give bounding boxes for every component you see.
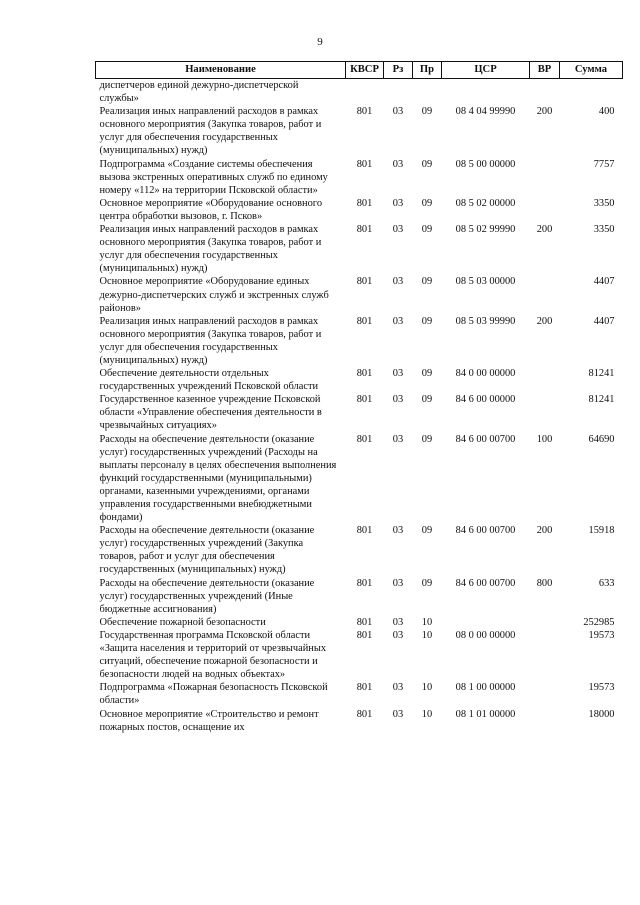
cell-kvsr: 801 [356, 224, 373, 236]
header-row [96, 62, 623, 79]
cell-rz: 03 [392, 577, 404, 589]
cell-name: Реализация иных направлений расходов в рамках основного мероприятия (Закупка товаров, работ и услуг для обеспечения государственных (муниципальных) нужд) [99, 224, 322, 275]
header-rz: Рз [384, 62, 413, 79]
cell-pr: 10 [421, 629, 433, 641]
cell-rz: 03 [392, 525, 404, 537]
cell-kvsr: 801 [356, 616, 373, 628]
table-row [96, 524, 623, 576]
cell-name: Государственная программа Псковской области «Защита населения и территорий от чрезвычайных ситуаций, обеспечение пожарной безопасности и безопасности людей на водных объектах» [99, 629, 327, 681]
header-vr: ВР [530, 62, 560, 79]
cell-pr: 09 [421, 315, 433, 327]
cell-sum: 4407 [593, 315, 615, 327]
cell-pr: 09 [421, 224, 433, 236]
cell-name: Основное мероприятие «Оборудование единых дежурно-диспетчерских служб и экстренных служб районов» [99, 276, 329, 314]
cell-kvsr: 801 [356, 158, 373, 170]
cell-kvsr: 801 [356, 197, 373, 209]
cell-vr: 200 [536, 224, 553, 236]
cell-vr [530, 629, 560, 681]
cell-csr: 84 6 00 00700 [455, 525, 516, 537]
cell-kvsr [346, 79, 384, 106]
cell-rz: 03 [392, 682, 404, 694]
table-row [96, 616, 623, 629]
cell-pr: 09 [421, 433, 433, 445]
table-row [96, 577, 623, 616]
cell-sum: 19573 [588, 682, 615, 694]
table-row [96, 681, 623, 707]
cell-pr [413, 79, 442, 106]
cell-sum: 7757 [593, 158, 615, 170]
cell-sum: 81241 [588, 394, 615, 406]
cell-rz: 03 [392, 106, 404, 118]
table-row [96, 393, 623, 432]
table-row [96, 105, 623, 157]
cell-rz: 03 [392, 315, 404, 327]
cell-kvsr: 801 [356, 394, 373, 406]
cell-pr: 09 [421, 276, 433, 288]
cell-vr: 200 [536, 106, 553, 118]
cell-pr: 09 [421, 158, 433, 170]
cell-name: Основное мероприятие «Оборудование основного центра обработки вызовов, г. Псков» [99, 197, 323, 222]
cell-kvsr: 801 [356, 315, 373, 327]
cell-pr: 10 [421, 616, 433, 628]
cell-rz: 03 [392, 224, 404, 236]
page-number: 9 [317, 36, 323, 48]
cell-vr [530, 616, 560, 629]
cell-kvsr: 801 [356, 682, 373, 694]
cell-pr: 10 [421, 708, 433, 720]
cell-vr [530, 708, 560, 734]
cell-rz: 03 [392, 708, 404, 720]
cell-sum: 15918 [588, 525, 615, 537]
cell-sum: 4407 [593, 276, 615, 288]
cell-vr [530, 367, 560, 393]
budget-table [95, 61, 623, 734]
table-row [96, 79, 623, 106]
cell-rz: 03 [392, 197, 404, 209]
cell-vr: 200 [536, 315, 553, 327]
cell-kvsr: 801 [356, 708, 373, 720]
cell-pr: 09 [421, 577, 433, 589]
cell-vr: 100 [536, 433, 553, 445]
cell-vr [530, 158, 560, 197]
cell-pr: 09 [421, 368, 433, 380]
cell-csr: 84 6 00 00700 [455, 577, 516, 589]
cell-csr: 84 6 00 00000 [455, 394, 516, 406]
cell-csr [442, 616, 530, 629]
cell-sum: 81241 [588, 368, 615, 380]
cell-sum: 252985 [583, 616, 615, 628]
cell-name: диспетчеров единой дежурно-диспетчерской службы» [99, 80, 299, 105]
cell-sum: 3350 [593, 224, 615, 236]
cell-name: Реализация иных направлений расходов в рамках основного мероприятия (Закупка товаров, работ и услуг для обеспечения государственных (муниципальных) нужд) [99, 106, 322, 157]
cell-vr: 800 [536, 577, 553, 589]
cell-name: Основное мероприятие «Строительство и ремонт пожарных постов, оснащение их [99, 708, 319, 733]
cell-sum: 18000 [588, 708, 615, 720]
cell-vr [530, 79, 560, 106]
cell-vr [530, 197, 560, 223]
cell-pr: 09 [421, 106, 433, 118]
cell-csr: 84 6 00 00700 [455, 433, 516, 445]
cell-csr: 08 5 03 99990 [455, 315, 516, 327]
cell-sum: 19573 [588, 629, 615, 641]
cell-name: Подпрограмма «Пожарная безопасность Псковской области» [99, 682, 328, 707]
cell-csr: 08 1 01 00000 [455, 708, 516, 720]
cell-rz: 03 [392, 629, 404, 641]
cell-name: Государственное казенное учреждение Псковской области «Управление обеспечения деятельности в чрезвычайных ситуациях» [99, 394, 322, 432]
cell-csr [442, 79, 530, 106]
cell-csr: 08 4 04 99990 [455, 106, 516, 118]
cell-csr: 08 5 00 00000 [455, 158, 516, 170]
cell-kvsr: 801 [356, 629, 373, 641]
cell-rz: 03 [392, 433, 404, 445]
table-row [96, 367, 623, 393]
cell-pr: 09 [421, 525, 433, 537]
cell-sum: 400 [598, 106, 615, 118]
cell-vr [530, 681, 560, 707]
cell-kvsr: 801 [356, 106, 373, 118]
cell-csr: 08 5 02 99990 [455, 224, 516, 236]
header-pr: Пр [413, 62, 442, 79]
cell-vr: 200 [536, 525, 553, 537]
cell-name: Обеспечение пожарной безопасности [99, 616, 266, 628]
table-row [96, 197, 623, 223]
cell-csr: 08 1 00 00000 [455, 682, 516, 694]
header-sum: Сумма [560, 62, 623, 79]
cell-name: Подпрограмма «Создание системы обеспечения вызова экстренных оперативных служб по единому номеру «112» на территории Псковской области» [99, 158, 328, 196]
table-row [96, 158, 623, 197]
cell-pr: 09 [421, 197, 433, 209]
cell-kvsr: 801 [356, 577, 373, 589]
cell-csr: 08 0 00 00000 [455, 629, 516, 641]
table-row [96, 275, 623, 314]
cell-kvsr: 801 [356, 276, 373, 288]
cell-name: Расходы на обеспечение деятельности (оказание услуг) государственных учреждений (Иные бюджетные ассигнования) [99, 577, 315, 615]
table-row [96, 433, 623, 525]
header-kvsr: КВСР [346, 62, 384, 79]
cell-sum [560, 79, 623, 106]
cell-rz: 03 [392, 158, 404, 170]
cell-csr: 84 0 00 00000 [455, 368, 516, 380]
table-row [96, 629, 623, 681]
table-row [96, 708, 623, 734]
cell-kvsr: 801 [356, 525, 373, 537]
cell-vr [530, 275, 560, 314]
cell-kvsr: 801 [356, 433, 373, 445]
table-row [96, 315, 623, 367]
cell-name: Реализация иных направлений расходов в рамках основного мероприятия (Закупка товаров, работ и услуг для обеспечения государственных (муниципальных) нужд) [99, 315, 322, 366]
cell-sum: 64690 [588, 433, 615, 445]
cell-vr [530, 393, 560, 432]
header-csr: ЦСР [442, 62, 530, 79]
cell-kvsr: 801 [356, 368, 373, 380]
cell-name: Расходы на обеспечение деятельности (оказание услуг) государственных учреждений (Закупка товаров, работ и услуг для обеспечения государственных (муниципальных) нужд) [99, 525, 315, 576]
cell-rz [384, 79, 413, 106]
cell-name: Обеспечение деятельности отдельных государственных учреждений Псковской области [99, 368, 319, 393]
table-body [96, 79, 623, 734]
table-header [96, 62, 623, 79]
cell-rz: 03 [392, 394, 404, 406]
table-row [96, 223, 623, 275]
cell-pr: 09 [421, 394, 433, 406]
cell-rz: 03 [392, 276, 404, 288]
cell-name: Расходы на обеспечение деятельности (оказание услуг) государственных учреждений (Расходы на выплаты персоналу в целях обеспечения выполнения функций государственными (муниципальными) органами, казенными учреждениями, органами управления государственными внебюджетными фондами) [99, 433, 337, 524]
header-name: Наименование [96, 62, 346, 79]
cell-pr: 10 [421, 682, 433, 694]
cell-sum: 633 [598, 577, 615, 589]
cell-rz: 03 [392, 368, 404, 380]
cell-sum: 3350 [593, 197, 615, 209]
cell-csr: 08 5 02 00000 [455, 197, 516, 209]
cell-csr: 08 5 03 00000 [455, 276, 516, 288]
cell-rz: 03 [392, 616, 404, 628]
